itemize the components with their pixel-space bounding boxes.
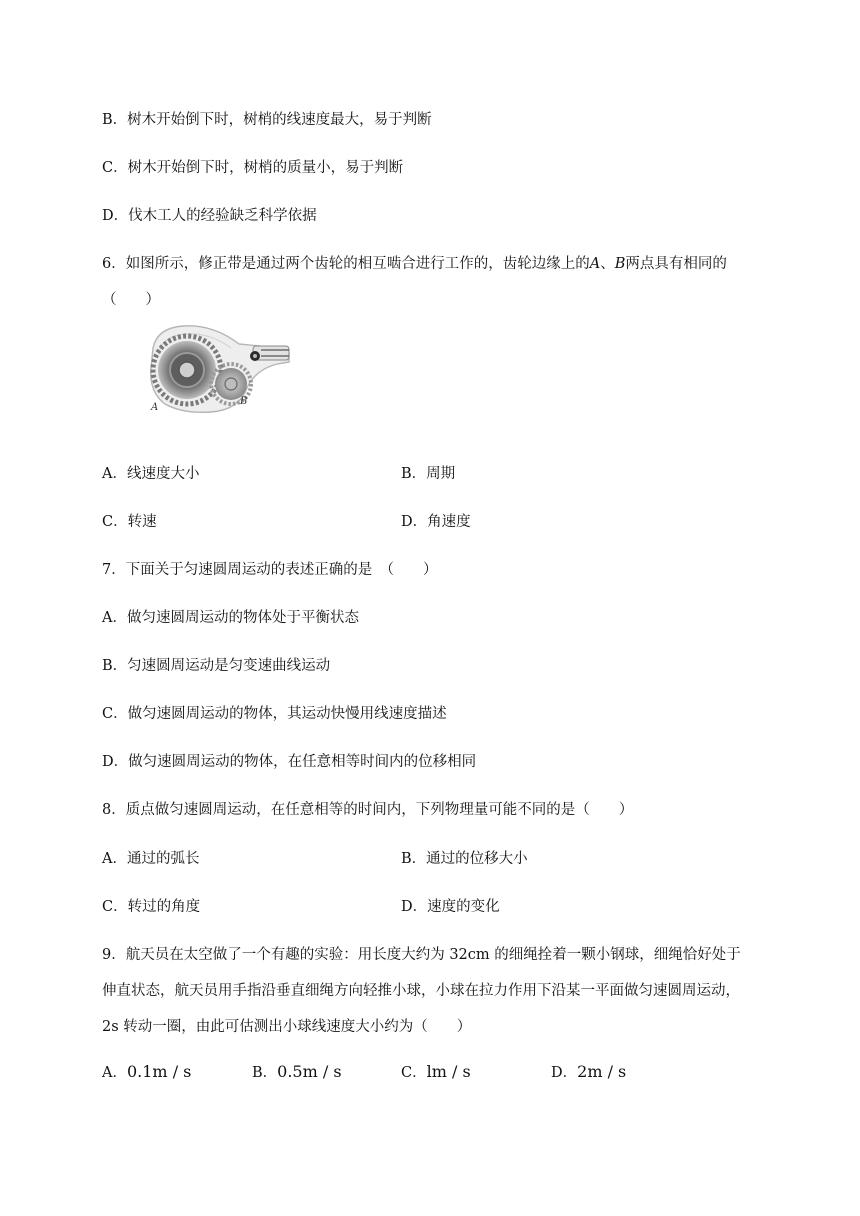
q7-option-b: B．匀速圆周运动是匀变速曲线运动 [102, 658, 331, 674]
q6-separator: 、 [600, 256, 615, 272]
q8-option-c: C．转过的角度 [102, 899, 201, 915]
figure-label-b: B [240, 396, 248, 407]
q6-stem-part2: 两点具有相同的 [625, 256, 727, 272]
q6-point-b: B [614, 256, 626, 272]
small-gear-center [225, 378, 237, 390]
large-gear-center [179, 362, 195, 378]
q9-option-d-value: 2m / s [577, 1062, 627, 1081]
q9-stem-line1: 9．航天员在太空做了一个有趣的实验：用长度大约为 32cm 的细绳拴着一颗小钢球，细绳恰好处于 [102, 947, 741, 963]
q9-option-a [102, 1062, 191, 1083]
q6-stem-line2: （ ） [102, 292, 160, 308]
q9-option-b-letter: B． [252, 1065, 278, 1081]
q9-option-c [401, 1062, 471, 1083]
q6-stem-line1 [102, 254, 727, 274]
q9-option-a-letter: A． [102, 1065, 127, 1081]
q5-option-d: D．伐木工人的经验缺乏科学依据 [102, 208, 317, 224]
q5-option-c: C．树木开始倒下时，树梢的质量小，易于判断 [102, 160, 404, 176]
figure-label-a: A [151, 402, 159, 413]
q7-option-d: D．做匀速圆周运动的物体，在任意相等时间内的位移相同 [102, 754, 477, 770]
q9-option-b [252, 1062, 342, 1083]
q8-option-d: D．速度的变化 [401, 899, 500, 915]
q7-option-c: C．做匀速圆周运动的物体，其运动快慢用线速度描述 [102, 706, 447, 722]
q9-option-b-value: 0.5m / s [277, 1062, 342, 1081]
q9-option-d-letter: D． [551, 1065, 578, 1081]
q8-stem: 8．质点做匀速圆周运动，在任意相等的时间内，下列物理量可能不同的是（ ） [102, 802, 634, 818]
q7-stem: 7．下面关于匀速圆周运动的表述正确的是 （ ） [102, 562, 438, 578]
q6-option-c: C．转速 [102, 514, 157, 530]
q5-option-b: B．树木开始倒下时，树梢的线速度最大，易于判断 [102, 112, 432, 128]
q6-stem-part1: 6．如图所示，修正带是通过两个齿轮的相互啮合进行工作的，齿轮边缘上的 [102, 256, 590, 272]
q9-option-c-letter: C． [401, 1065, 427, 1081]
q9-stem-line2: 伸直状态，航天员用手指沿垂直细绳方向轻推小球，小球在拉力作用下沿某一平面做匀速圆周运动， [102, 983, 740, 999]
q9-option-c-value: lm / s [426, 1062, 471, 1081]
q9-stem-line3: 2s 转动一圈，由此可估测出小球线速度大小约为（ ） [102, 1019, 472, 1035]
correction-tape-figure [143, 318, 295, 418]
q6-option-b: B．周期 [401, 466, 456, 482]
tape-roller-axle [253, 354, 257, 358]
q9-option-d [551, 1062, 626, 1083]
q8-option-b: B．通过的位移大小 [401, 851, 528, 867]
q7-option-a: A．做匀速圆周运动的物体处于平衡状态 [102, 610, 359, 626]
q6-option-d: D．角速度 [401, 514, 471, 530]
q9-option-a-value: 0.1m / s [126, 1062, 192, 1081]
q6-option-a: A．线速度大小 [102, 466, 200, 482]
q8-option-a: A．通过的弧长 [102, 851, 200, 867]
q6-point-a: A [589, 256, 601, 272]
